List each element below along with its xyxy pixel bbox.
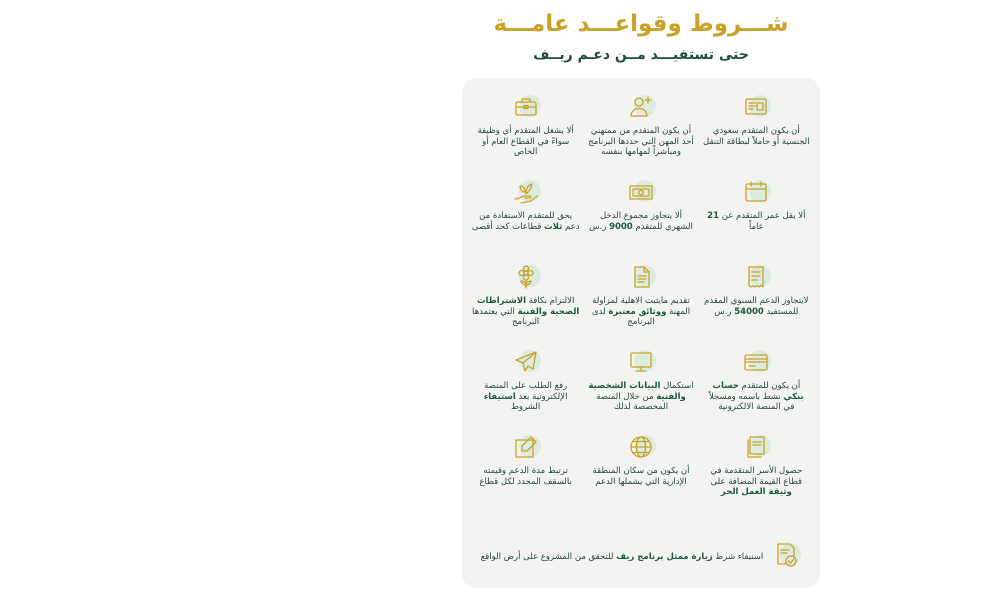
conditions-card	[462, 78, 820, 588]
condition-text	[587, 126, 695, 158]
condition-item	[468, 262, 583, 347]
text-part: استكمال	[660, 381, 694, 391]
receipt-icon	[741, 262, 771, 292]
text-part: نشط باسمه ومسجلاً في المنصة الالكترونية	[708, 391, 795, 412]
condition-text	[587, 296, 695, 328]
condition-text	[472, 296, 580, 328]
condition-text	[481, 552, 764, 563]
text-part: ألا يشغل المتقدم أي وظيفة سواءً في القطاع العام أو الخاص	[477, 126, 574, 157]
calendar-icon	[741, 177, 771, 207]
text-part: لدى البرنامج	[591, 306, 655, 327]
condition-text	[702, 466, 810, 498]
conditions-grid	[468, 92, 814, 517]
condition-text	[472, 466, 580, 487]
condition-text	[587, 211, 695, 232]
highlight-text: البيانات الشخصية والفنية	[588, 381, 686, 402]
inspection-icon	[771, 540, 801, 570]
highlight-text: 54000	[734, 306, 764, 317]
condition-item	[468, 432, 583, 517]
condition-text	[702, 296, 810, 317]
text-part: استيفاء شرط	[712, 551, 764, 562]
money-icon	[626, 177, 656, 207]
text-part: عاماً	[748, 221, 764, 232]
files-icon	[741, 432, 771, 462]
condition-text	[587, 381, 695, 413]
condition-text	[472, 211, 580, 232]
text-part: أن يكون للمتقدم	[738, 381, 801, 391]
text-part: الشروط	[511, 402, 541, 412]
condition-item	[699, 177, 814, 262]
last-condition	[462, 540, 820, 574]
monitor-icon	[626, 347, 656, 377]
condition-item	[583, 432, 698, 517]
text-part: أن يكون المتقدم سعودي الجنسية أو حاملاً لبطاقة التنقل	[703, 126, 810, 147]
text-part: أن يكون من سكان المنطقة الإدارية التي يشملها الدعم	[592, 466, 690, 487]
highlight-text: 9000	[609, 221, 633, 232]
text-part: ألا يقل عمر المتقدم عن	[719, 211, 806, 221]
condition-item	[699, 92, 814, 177]
text-part: للتحقق من المشروع على أرض الواقع	[480, 551, 617, 562]
condition-text	[702, 126, 810, 147]
bank-card-icon	[741, 347, 771, 377]
text-part: ترتبط مدة الدعم وقيمته بالسقف المحدد لكل قطاع	[479, 466, 572, 487]
condition-item	[583, 347, 698, 432]
condition-text	[472, 381, 580, 413]
condition-text	[702, 211, 810, 232]
condition-item	[468, 177, 583, 262]
condition-item	[468, 347, 583, 432]
globe-icon	[626, 432, 656, 462]
user-add-icon	[626, 92, 656, 122]
highlight-text: استيفاء	[483, 391, 516, 402]
text-part: ر.س	[714, 306, 735, 317]
text-part: ألا يتجاوز مجموع الدخل الشهري للمتقدم	[599, 211, 693, 232]
text-part: قطاعات كحد أقصى	[471, 221, 545, 232]
condition-item	[583, 262, 698, 347]
highlight-text: ثلاث	[544, 221, 563, 232]
condition-text	[472, 126, 580, 158]
condition-text	[587, 466, 695, 487]
text-part: من خلال المنصة المخصصة لذلك	[596, 391, 669, 412]
paper-plane-icon	[511, 347, 541, 377]
highlight-text: ووثائق معتبرة	[608, 306, 667, 317]
condition-item	[583, 177, 698, 262]
text-part: رفع الطلب على المنصة الإلكترونية بعد	[484, 381, 568, 402]
text-part: حصول الأسر المتقدمة في قطاع القيمة المضافة على	[710, 466, 803, 487]
plant-hand-icon	[511, 177, 541, 207]
document-icon	[626, 262, 656, 292]
highlight-text: زيارة ممثل برنامج ريف	[616, 551, 713, 562]
text-part: ر.س	[589, 221, 610, 232]
text-part: التي يعتمدها البرنامج	[472, 306, 540, 327]
flower-icon	[511, 262, 541, 292]
condition-item	[699, 432, 814, 517]
highlight-text: وثيقة العمل الحر	[720, 487, 792, 497]
condition-item	[699, 347, 814, 432]
condition-item	[699, 262, 814, 347]
text-part: أن يكون المتقدم من ممتهني أحد المهن التي حددها البرنامج ومباشراً لمهامها بنفسه	[588, 126, 694, 157]
text-part: لايتجاوز الدعم السنوي المقدم للمستفيد	[704, 296, 809, 317]
page-title: شـــروط وقواعـــد عامـــة	[493, 11, 789, 37]
condition-text	[702, 381, 810, 413]
condition-item	[468, 92, 583, 177]
highlight-text: الاشتراطات الصحية والفنية	[476, 296, 580, 317]
id-card-icon	[741, 92, 771, 122]
highlight-text: 21	[707, 211, 720, 221]
edit-icon	[511, 432, 541, 462]
text-part: الالتزام بكافة	[526, 296, 575, 306]
page-subtitle: حتى تستفيـــد مــن دعـم ريــف	[533, 47, 749, 63]
briefcase-icon	[511, 92, 541, 122]
condition-item	[583, 92, 698, 177]
text-part: تقديم مايثبت الاهلية لمزاولة المهنة	[592, 296, 691, 317]
text-part: يحق للمتقدم الاستفادة من دعم	[479, 211, 580, 232]
highlight-text: حساب بنكي	[712, 381, 804, 402]
